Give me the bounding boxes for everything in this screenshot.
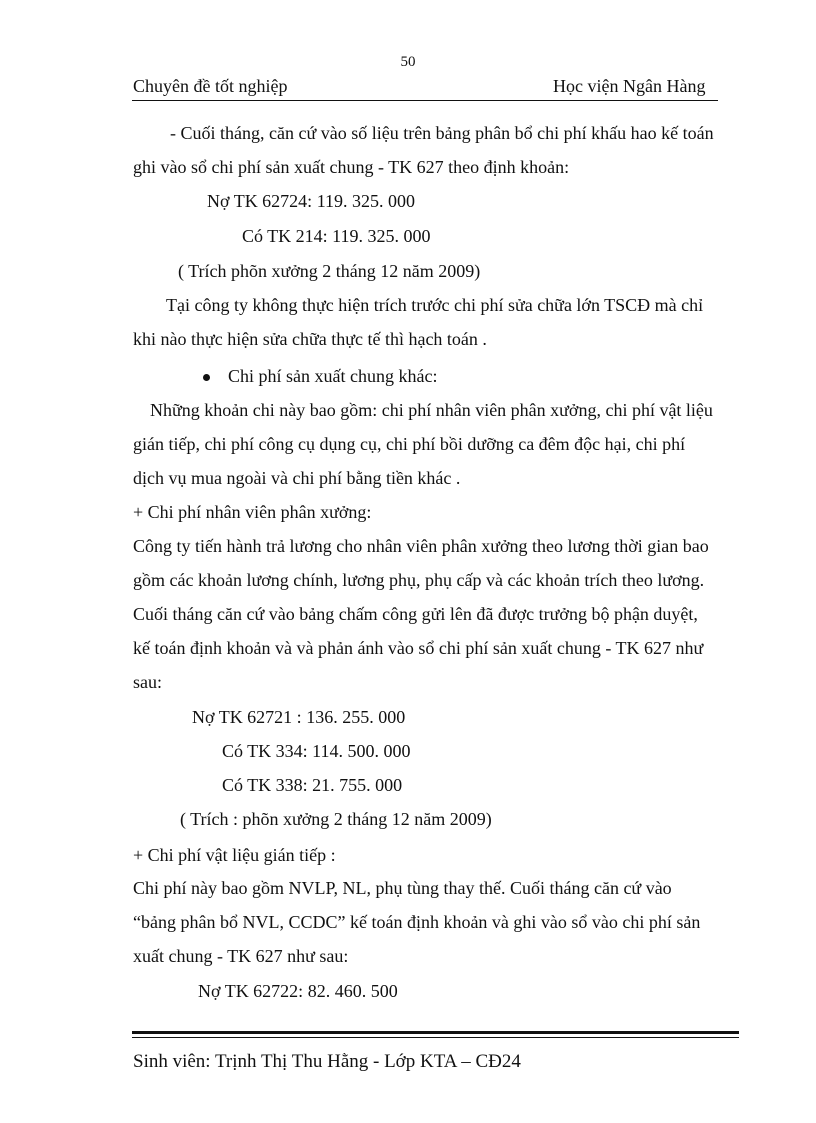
body-line: xuất chung - TK 627 như sau: (133, 946, 349, 966)
body-line: Công ty tiến hành trả lương cho nhân viên phân xưởng theo lương thời gian bao (133, 536, 709, 556)
journal-entry-debit: Nợ TK 62724: 119. 325. 000 (207, 191, 416, 211)
body-line: Cuối tháng căn cứ vào bảng chấm công gửi lên đã được trưởng bộ phận duyệt, (133, 604, 698, 624)
journal-entry-source: ( Trích : phõn xưởng 2 tháng 12 năm 2009) (180, 809, 492, 829)
body-line: dịch vụ mua ngoài và chi phí bằng tiền khác . (133, 468, 461, 488)
journal-entry-credit: Có TK 214: 119. 325. 000 (242, 226, 431, 246)
header-institution: Học viện Ngân Hàng (553, 76, 706, 96)
body-line: sau: (133, 672, 162, 692)
footer-student-info: Sinh viên: Trịnh Thị Thu Hằng - Lớp KTA – CĐ24 (133, 1051, 521, 1072)
footer-divider (132, 1037, 739, 1038)
section-heading: + Chi phí vật liệu gián tiếp : (133, 845, 336, 865)
body-line: “bảng phân bổ NVL, CCDC” kế toán định khoản và ghi vào sổ vào chi phí sản (133, 912, 701, 932)
body-line: khi nào thực hiện sửa chữa thực tế thì hạch toán . (133, 329, 487, 349)
section-heading: + Chi phí nhân viên phân xưởng: (133, 502, 372, 522)
body-line: ghi vào sổ chi phí sản xuất chung - TK 627 theo định khoản: (133, 157, 570, 177)
body-line: Chi phí này bao gồm NVLP, NL, phụ tùng thay thế. Cuối tháng căn cứ vào (133, 878, 672, 898)
body-line: - Cuối tháng, căn cứ vào số liệu trên bảng phân bổ chi phí khấu hao kế toán (170, 123, 714, 143)
body-line: gồm các khoản lương chính, lương phụ, phụ cấp và các khoản trích theo lương. (133, 570, 705, 590)
body-line: Tại công ty không thực hiện trích trước chi phí sửa chữa lớn TSCĐ mà chỉ (166, 295, 704, 315)
header-document-title: Chuyên đề tốt nghiệp (133, 76, 288, 96)
bullet-icon (203, 374, 210, 381)
journal-entry-debit: Nợ TK 62721 : 136. 255. 000 (192, 707, 406, 727)
journal-entry-credit: Có TK 334: 114. 500. 000 (222, 741, 411, 761)
footer-divider (132, 1031, 739, 1034)
body-line: Những khoản chi này bao gồm: chi phí nhân viên phân xưởng, chi phí vật liệu (150, 400, 713, 420)
header-divider (132, 100, 718, 101)
body-line: kế toán định khoản và và phản ánh vào sổ chi phí sản xuất chung - TK 627 như (133, 638, 704, 658)
bullet-heading: Chi phí sản xuất chung khác: (228, 366, 438, 386)
page-number: 50 (400, 54, 416, 70)
journal-entry-debit: Nợ TK 62722: 82. 460. 500 (198, 981, 398, 1001)
body-line: gián tiếp, chi phí công cụ dụng cụ, chi phí bồi dưỡng ca đêm độc hại, chi phí (133, 434, 686, 454)
journal-entry-credit: Có TK 338: 21. 755. 000 (222, 775, 403, 795)
journal-entry-source: ( Trích phõn xưởng 2 tháng 12 năm 2009) (178, 261, 481, 281)
